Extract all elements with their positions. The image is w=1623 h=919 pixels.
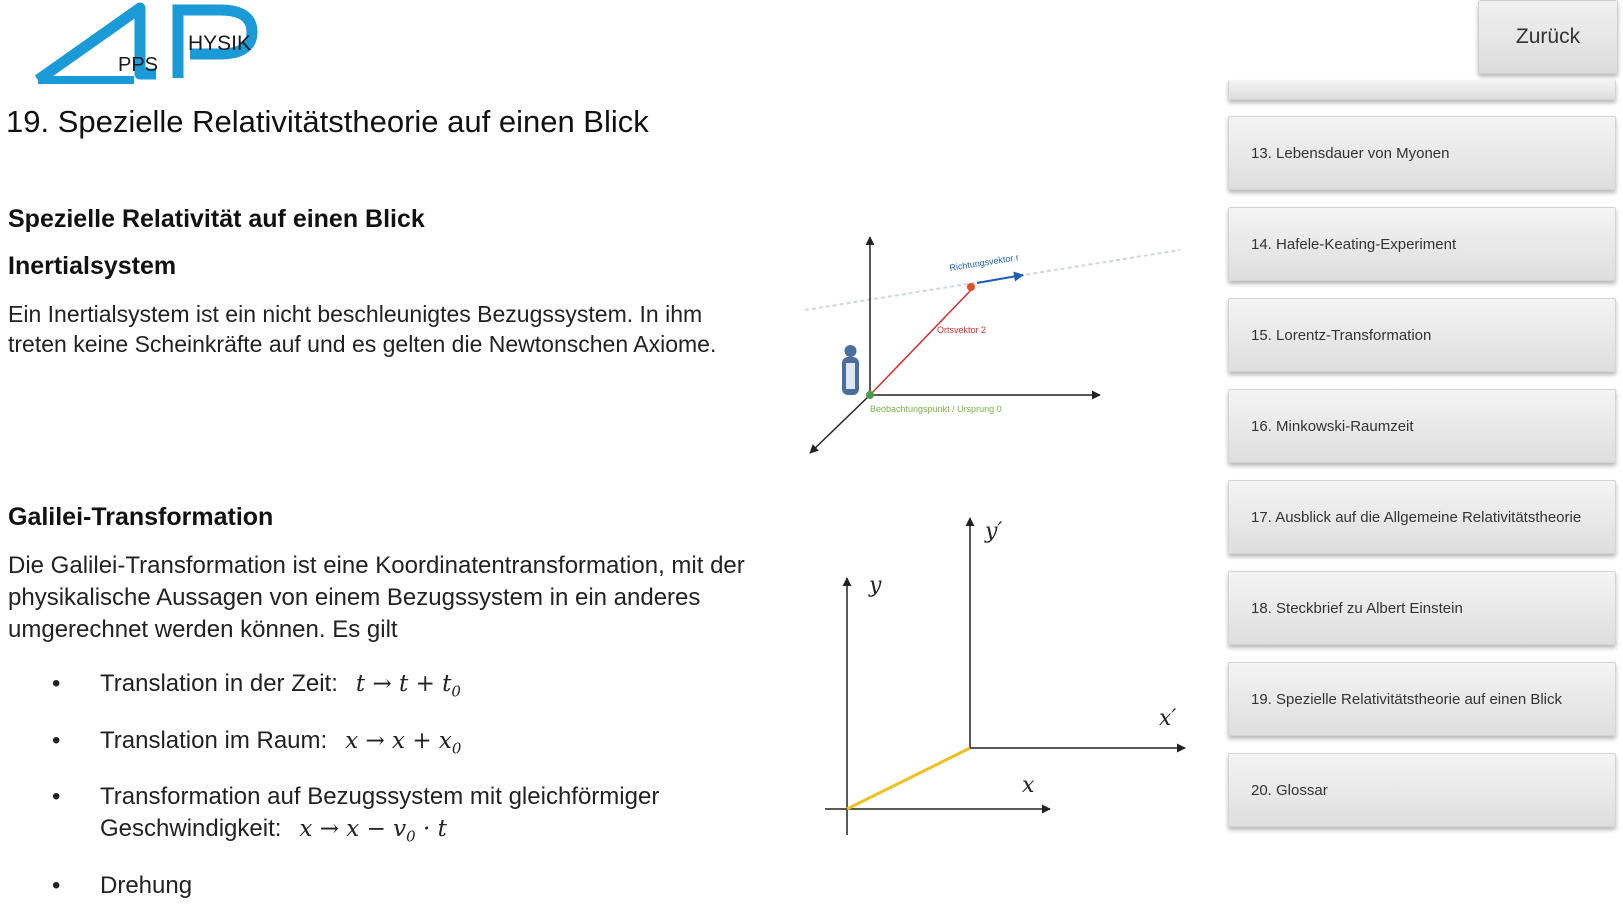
galilei-diagram — [825, 519, 1195, 840]
bullet-text: Transformation auf Bezugssystem mit gleichförmiger Geschwindigkeit: — [100, 783, 660, 843]
inertial-system-diagram — [825, 235, 1185, 475]
label-y: y — [869, 573, 882, 598]
app-logo — [30, 0, 270, 85]
sidebar-item-19[interactable]: 19. Spezielle Relativitätstheorie auf einen Blick — [1228, 662, 1616, 736]
sidebar-item-14[interactable]: 14. Hafele-Keating-Experiment — [1228, 207, 1616, 281]
observer-figure-icon — [842, 345, 859, 395]
vector-point — [967, 283, 975, 291]
chapter-sidebar — [1228, 80, 1616, 860]
sidebar-item-18[interactable]: 18. Steckbrief zu Albert Einstein — [1228, 571, 1616, 645]
direction-vector — [977, 275, 1023, 283]
galilei-bullet-list — [52, 668, 792, 919]
bullet-formula: $x \to x + x_0$ — [345, 727, 462, 758]
list-item — [52, 725, 792, 765]
list-item — [52, 668, 792, 708]
inertial-heading: Inertialsystem — [8, 252, 177, 280]
logo-text-hysik: HYSIK — [188, 32, 252, 55]
bullet-formula: $x \to x - v_0 \cdot t$ — [299, 816, 447, 846]
depth-axis — [810, 395, 870, 453]
bullet-formula: $t \to t + t_0$ — [355, 671, 461, 701]
label-x-prime: x′ — [1159, 706, 1177, 731]
displacement-arrow — [847, 748, 970, 809]
sidebar-item-previous-partial[interactable] — [1228, 80, 1616, 100]
page-title: 19. Spezielle Relativitätstheorie auf einen Blick — [6, 104, 649, 139]
bullet-icon: • — [52, 871, 61, 899]
bullet-icon: • — [52, 783, 61, 811]
label-x: x — [1022, 773, 1035, 798]
back-button[interactable]: Zurück — [1478, 0, 1618, 74]
inertial-text: Ein Inertialsystem ist ein nicht beschleunigtes Bezugssystem. In ihm treten keine Scheinkräfte auf und es gelten die Newtonschen Axiome. — [8, 301, 717, 357]
position-vector — [870, 290, 971, 395]
label-y-prime: y′ — [985, 519, 1003, 544]
label-ortsvektor: Ortsvektor 2 — [937, 325, 987, 335]
bullet-text: Drehung — [100, 871, 193, 899]
logo-text-pps: PPS — [118, 54, 159, 76]
label-beobachtung: Beobachtungspunkt / Ursprung 0 — [870, 404, 1002, 414]
galilei-heading: Galilei-Transformation — [8, 503, 274, 531]
galilei-text: Die Galilei-Transformation ist eine Koordinatentransformation, mit der physikalische Aussagen von einem Bezugssystem in ein anderes umgerechnet werden können. Es gilt — [8, 552, 745, 643]
label-richtung: Richtungsvektor r — [948, 252, 1020, 273]
origin-point — [866, 391, 874, 399]
sidebar-item-20[interactable]: 20. Glossar — [1228, 753, 1616, 827]
list-item — [52, 870, 792, 902]
sidebar-item-13[interactable]: 13. Lebensdauer von Myonen — [1228, 116, 1616, 190]
bullet-icon: • — [52, 670, 61, 697]
section-title: Spezielle Relativität auf einen Blick — [8, 205, 425, 233]
bullet-text: Translation in der Zeit: — [100, 670, 338, 697]
sidebar-item-16[interactable]: 16. Minkowski-Raumzeit — [1228, 389, 1616, 463]
bullet-icon: • — [52, 726, 61, 754]
bullet-text: Translation im Raum: — [100, 726, 328, 754]
list-item — [52, 781, 792, 853]
sidebar-item-17[interactable]: 17. Ausblick auf die Allgemeine Relativitätstheorie — [1228, 480, 1616, 554]
sidebar-item-15[interactable]: 15. Lorentz-Transformation — [1228, 298, 1616, 372]
